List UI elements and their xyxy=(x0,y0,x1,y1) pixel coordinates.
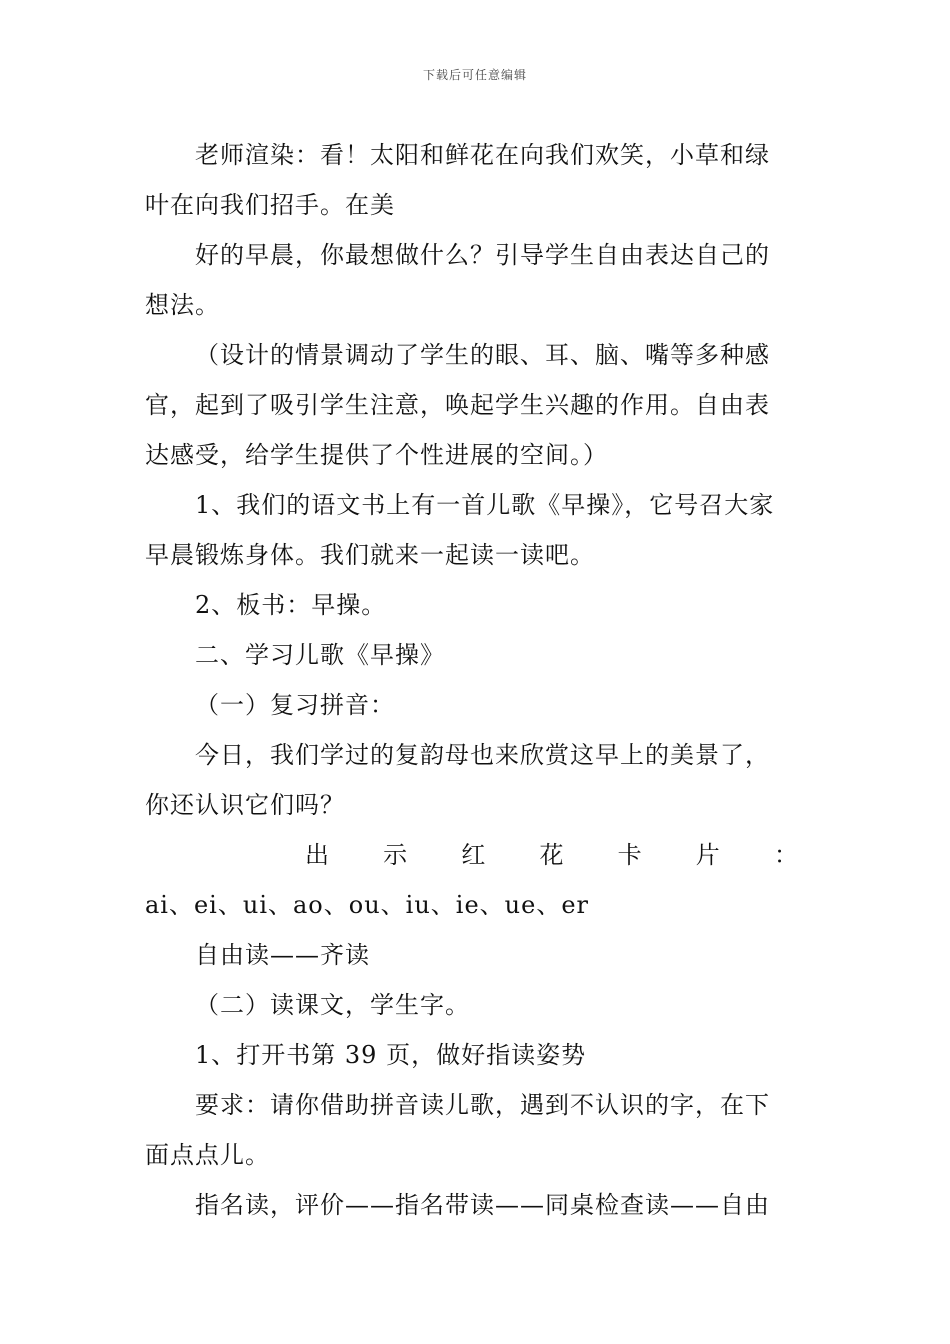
justified-char: 片 xyxy=(695,841,721,869)
paragraph-line: 指名读，评价——指名带读——同桌检查读——自由 xyxy=(195,1191,770,1219)
section-heading: 二、学习儿歌《早操》 xyxy=(195,641,445,669)
justified-char: 卡 xyxy=(617,841,643,869)
paragraph-line: 今日，我们学过的复韵母也来欣赏这早上的美景了， xyxy=(195,741,770,769)
paragraph-line: 叶在向我们招手。在美 xyxy=(145,191,395,219)
paragraph-line: 官，起到了吸引学生注意，唤起学生兴趣的作用。自由表 xyxy=(145,391,770,419)
paragraph-line: 早晨锻炼身体。我们就来一起读一读吧。 xyxy=(145,541,595,569)
subsection-heading: （二）读课文，学生字。 xyxy=(195,991,470,1019)
paragraph-line: 要求：请你借助拼音读儿歌，遇到不认识的字，在下 xyxy=(195,1091,770,1119)
justified-char: 红 xyxy=(461,841,487,869)
justified-char: 出 xyxy=(305,841,330,869)
subsection-heading: （一）复习拼音： xyxy=(195,691,395,719)
page-header: 下载后可任意编辑 xyxy=(422,68,527,82)
paragraph-line: 你还认识它们吗？ xyxy=(145,791,345,819)
paragraph-line: 1、打开书第 39 页，做好指读姿势 xyxy=(195,1041,587,1069)
paragraph-line: 2、板书：早操。 xyxy=(195,591,387,619)
paragraph-line: 老师渲染：看！太阳和鲜花在向我们欢笑，小草和绿 xyxy=(195,141,770,169)
document-body xyxy=(145,130,805,1230)
paragraph-line: （设计的情景调动了学生的眼、耳、脑、嘴等多种感 xyxy=(195,341,770,369)
pinyin-line: ai、ei、ui、ao、ou、iu、ie、ue、er xyxy=(145,891,590,919)
paragraph-line: 自由读——齐读 xyxy=(195,941,370,969)
paragraph-line: 达感受，给学生提供了个性进展的空间。） xyxy=(145,441,608,469)
paragraph-line: 想法。 xyxy=(145,291,220,319)
justified-line xyxy=(145,830,805,880)
paragraph-line: 1、我们的语文书上有一首儿歌《早操》，它号召大家 xyxy=(195,491,775,519)
justified-char: 示 xyxy=(383,841,409,869)
paragraph-line: 好的早晨，你最想做什么？引导学生自由表达自己的 xyxy=(195,241,770,269)
paragraph-line: 面点点儿。 xyxy=(145,1141,270,1169)
justified-char: ： xyxy=(773,841,799,869)
justified-char: 花 xyxy=(539,841,565,869)
